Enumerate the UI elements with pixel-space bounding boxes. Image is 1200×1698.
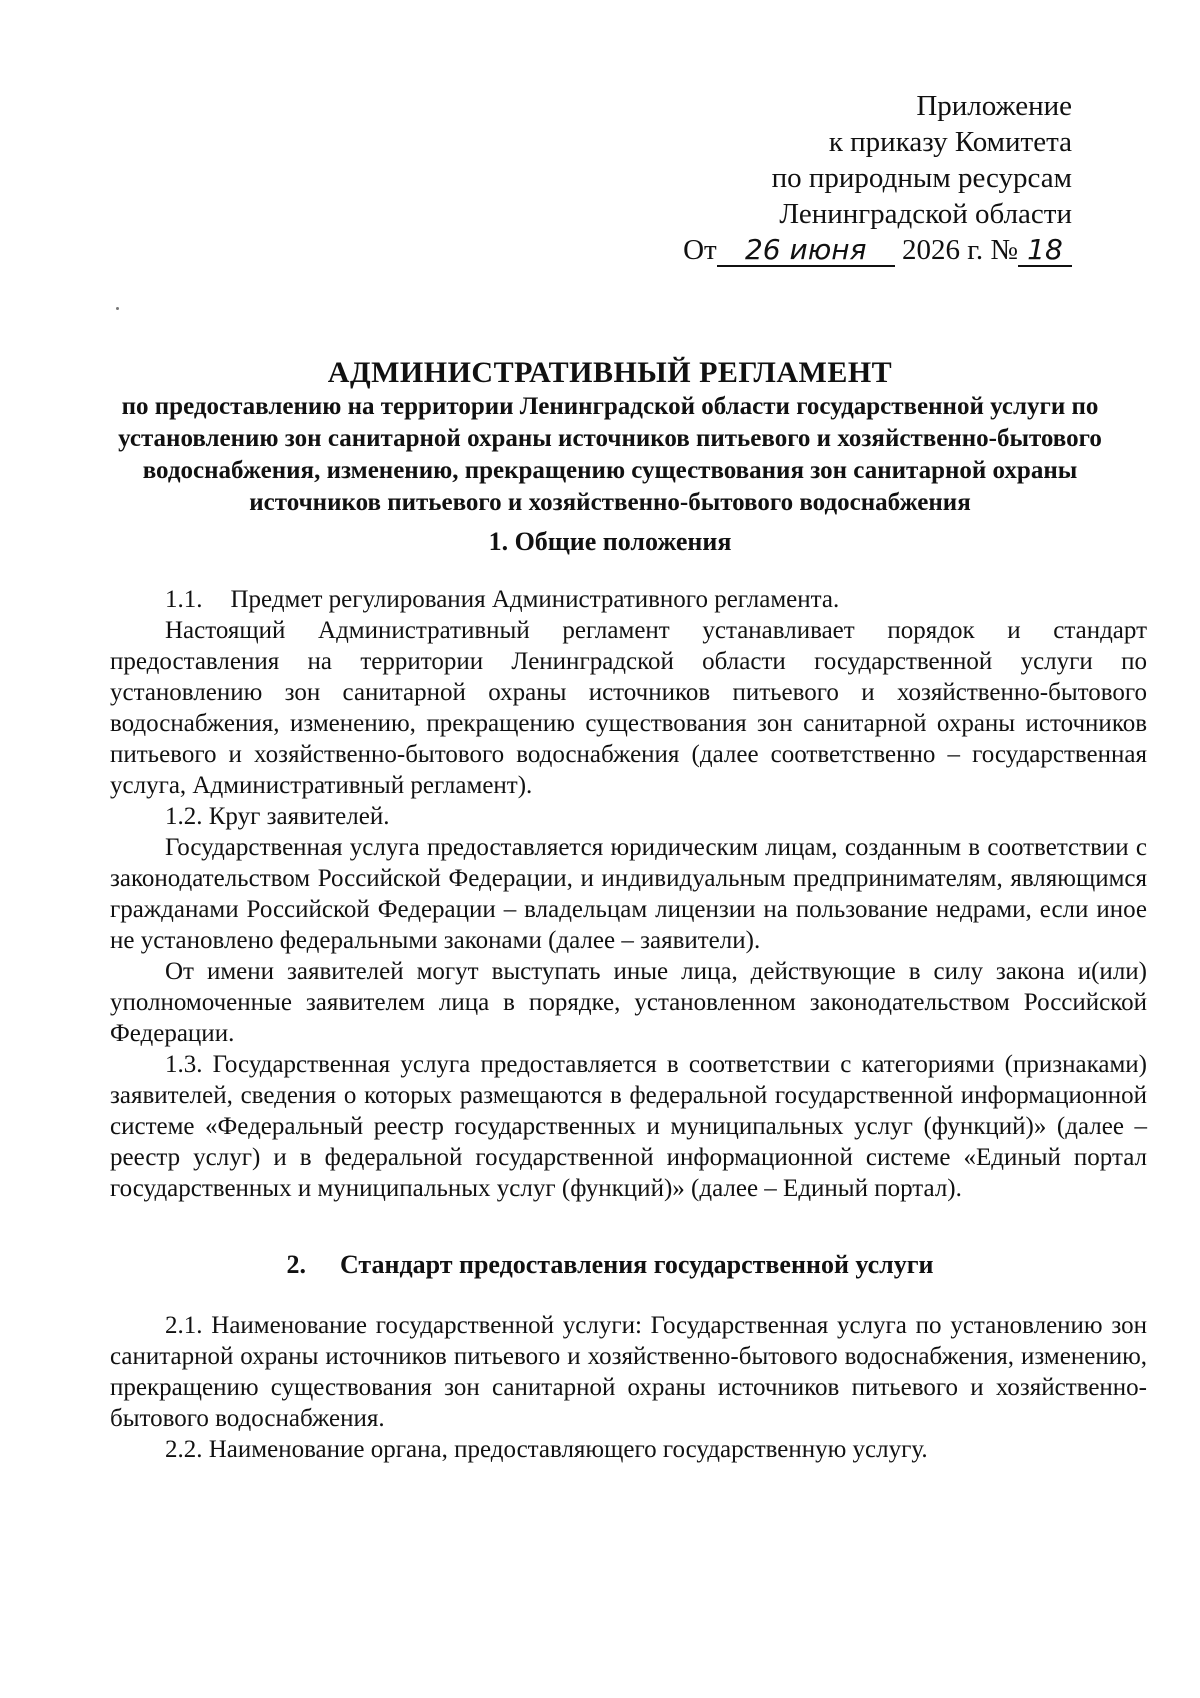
approval-date-line [683, 232, 1072, 268]
approval-line-2: к приказу Комитета [828, 126, 1072, 158]
item-1-2: 1.2. Круг заявителей. [165, 803, 390, 830]
title-main: АДМИНИСТРАТИВНЫЙ РЕГЛАМЕНТ [327, 356, 893, 389]
paragraph-1-3: 1.3. Государственная услуга предоставляется в соответствии с категориями (признаками) заявителей, сведения о которых размещаются в федеральной государственной информационной системе «Федеральный реестр государственных и муниципальных услуг (функций)» (далее – реестр услуг) и в федеральной государственной информационной системе «Единый портал государственных и муниципальных услуг (функций)» (далее – Единый портал). [110, 1051, 1147, 1202]
handwritten-number: 18 [1018, 235, 1072, 267]
section-2-body [110, 1310, 1147, 1465]
section-1-heading: 1. Общие положения [488, 527, 732, 556]
paragraph-1-1: Настоящий Административный регламент устанавливает порядок и стандарт предоставления на территории Ленинградской области государственной услуги по установлению зон санитарной охраны источников питьевого и хозяйственно-бытового водоснабжения, изменению, прекращению существования зон санитарной охраны источников питьевого и хозяйственно-бытового водоснабжения (далее соответственно – государственная услуга, Административный регламент). [110, 617, 1147, 799]
section-1-body [110, 584, 1147, 1204]
paragraph-1-2-b: От имени заявителей могут выступать иные лица, действующие в силу закона и(или) уполномоченные заявителем лица в порядке, установленном законодательством Российской Федерации. [110, 958, 1147, 1047]
title-subtitle: по предоставлению на территории Ленинградской области государственной услуги по установлению зон санитарной охраны источников питьевого и хозяйственно-бытового водоснабжения, изменению, прекращению существования зон санитарной охраны источников питьевого и хозяйственно-бытового водоснабжения [118, 393, 1102, 516]
approval-line-3: по природным ресурсам [771, 162, 1072, 194]
item-1-1 [110, 584, 1147, 615]
handwritten-date: 26 июня [717, 235, 895, 267]
item-1-1-number: 1.1. [165, 586, 203, 613]
approval-line-1: Приложение [916, 90, 1072, 122]
date-prefix: От [683, 234, 717, 266]
paragraph-1-2-a: Государственная услуга предоставляется юридическим лицам, созданным в соответствии с законодательством Российской Федерации, и индивидуальным предпринимателям, являющимся гражданами Российской Федерации – владельцам лицензии на пользование недрами, если иное не установлено федеральными законами (далее – заявители). [110, 834, 1147, 954]
document-title [110, 355, 1110, 519]
paragraph-2-2: 2.2. Наименование органа, предоставляющего государственную услугу. [165, 1436, 928, 1463]
section-2-number: 2. [286, 1250, 306, 1279]
section-2-heading [110, 1250, 1110, 1280]
scan-speck [116, 307, 119, 310]
approval-stamp [683, 88, 1072, 268]
approval-line-4: Ленинградской области [779, 198, 1072, 230]
item-1-1-title: Предмет регулирования Административного регламента. [230, 586, 840, 613]
paragraph-2-1: 2.1. Наименование государственной услуги: Государственная услуга по установлению зон санитарной охраны источников питьевого и хозяйственно-бытового водоснабжения, изменению, прекращению существования зон санитарной охраны источников питьевого и хозяйственно-бытового водоснабжения. [110, 1312, 1147, 1432]
year-label: 2026 г. № [901, 234, 1018, 266]
section-2-title: Стандарт предоставления государственной услуги [339, 1250, 934, 1279]
